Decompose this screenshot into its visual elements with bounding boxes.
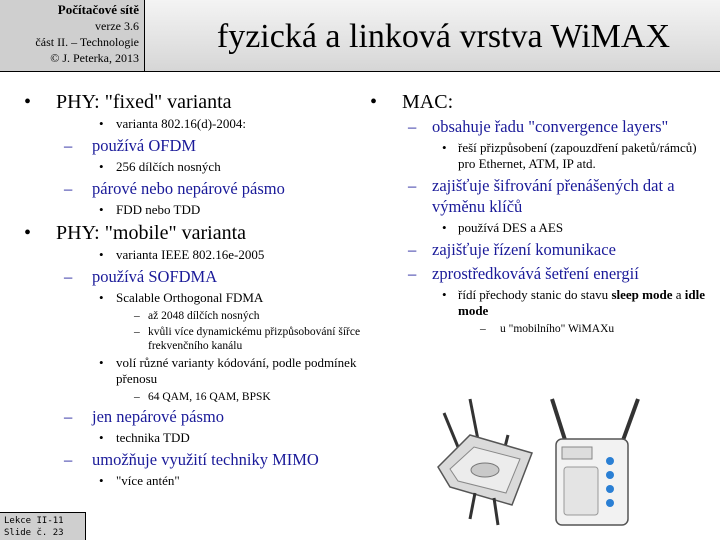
bullet-256-carriers: • 256 dílčích nosných	[24, 159, 364, 175]
wimax-devices-illustration	[430, 395, 650, 530]
bullet-fdd-tdd: • FDD nebo TDD	[24, 202, 364, 218]
bullet-energy: – zprostředkovává šetření energií	[370, 263, 715, 284]
bullet-mobile-standard: • varianta IEEE 802.16e-2005	[24, 247, 364, 263]
version: verze 3.6	[95, 19, 139, 33]
bullet-qam: – 64 QAM, 16 QAM, BPSK	[24, 390, 364, 404]
sleep-mode: sleep mode	[611, 287, 673, 302]
wimax-base-station-icon	[438, 399, 532, 525]
and-word: a	[672, 287, 685, 302]
bullet-fixed-standard: • varianta 802.16(d)-2004:	[24, 116, 364, 132]
bullet-uses-sofdma: – používá SOFDMA	[24, 266, 364, 287]
bullet-transitions	[370, 287, 715, 319]
right-column	[370, 90, 715, 338]
bullet-convergence: – obsahuje řadu "convergence layers"	[370, 116, 715, 137]
bullet-mac: • MAC:	[370, 90, 715, 114]
course-part: část II. – Technologie	[35, 35, 139, 49]
wimax-router-icon	[552, 399, 638, 525]
bullet-phy-fixed: • PHY: "fixed" varianta	[24, 90, 364, 114]
slide-number: Slide č. 23	[4, 528, 64, 538]
bullet-des-aes: • používá DES a AES	[370, 220, 715, 236]
left-column	[24, 90, 364, 492]
lesson-number: Lekce II-11	[4, 516, 64, 526]
title-band	[145, 0, 720, 72]
bullet-2048-carriers: – až 2048 dílčích nosných	[24, 309, 364, 323]
bullet-scalable: • Scalable Orthogonal FDMA	[24, 290, 364, 306]
slide-title: fyzická a linková vrstva WiMAX	[216, 18, 670, 55]
slide-info-box	[0, 512, 86, 540]
bullet-antennas: • "více antén"	[24, 473, 364, 489]
bullet-unpaired: – jen nepárové pásmo	[24, 406, 364, 427]
idle-mode: idle mode	[458, 287, 705, 318]
bullet-mobile-wimax: – u "mobilního" WiMAXu	[370, 322, 715, 336]
bullet-adaptation: – kvůli více dynamickému přizpůsobování šířce frekvenčního kanálu	[24, 325, 364, 353]
course-name: Počítačové sítě	[57, 2, 139, 17]
transitions-prefix: řídí přechody stanic do stavu	[458, 287, 612, 302]
bullet-control: – zajišťuje řízení komunikace	[370, 239, 715, 260]
bullet-mimo: – umožňuje využití techniky MIMO	[24, 449, 364, 470]
course-info-box	[0, 0, 145, 72]
bullet-encryption: – zajišťuje šifrování přenášených dat a výměnu klíčů	[370, 175, 715, 217]
bullet-encapsulation: • řeší přizpůsobení (zapouzdření paketů/rámců) pro Ethernet, ATM, IP atd.	[370, 140, 715, 172]
bullet-uses-ofdm: – používá OFDM	[24, 135, 364, 156]
bullet-coding: • volí různé varianty kódování, podle podmínek přenosu	[24, 355, 364, 387]
bullet-tdd: • technika TDD	[24, 430, 364, 446]
copyright: © J. Peterka, 2013	[50, 51, 139, 65]
bullet-phy-mobile: • PHY: "mobile" varianta	[24, 221, 364, 245]
bullet-band: – párové nebo nepárové pásmo	[24, 178, 364, 199]
